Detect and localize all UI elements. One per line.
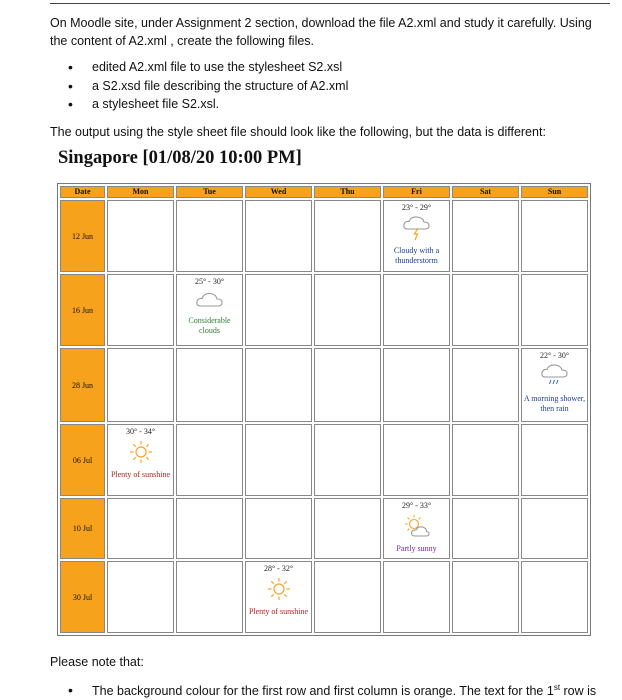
header-sat: Sat bbox=[452, 186, 519, 198]
intro-paragraph: On Moodle site, under Assignment 2 section, download the file A2.xml and study it carefully. Using the content of A2.xml , create the following files. bbox=[50, 16, 592, 48]
day-cell bbox=[314, 274, 381, 346]
date-cell: 06 Jul bbox=[60, 424, 105, 496]
day-cell bbox=[314, 200, 381, 272]
weather-description: Considerable clouds bbox=[188, 316, 231, 335]
header-date: Date bbox=[60, 186, 105, 198]
day-cell bbox=[452, 274, 519, 346]
header-wed: Wed bbox=[245, 186, 312, 198]
day-cell bbox=[107, 274, 174, 346]
header-sun: Sun bbox=[521, 186, 588, 198]
day-cell bbox=[452, 348, 519, 422]
rain-icon bbox=[522, 363, 587, 392]
header-tue: Tue bbox=[176, 186, 243, 198]
day-cell bbox=[107, 348, 174, 422]
weather-entry bbox=[108, 427, 173, 480]
weather-entry bbox=[177, 277, 242, 336]
day-cell bbox=[383, 498, 450, 559]
notes-text-part: row is bbox=[560, 684, 597, 699]
temperature-range: 30° - 34° bbox=[125, 427, 156, 436]
requirements-list bbox=[50, 58, 348, 114]
calendar-row bbox=[60, 348, 588, 422]
day-cell bbox=[383, 274, 450, 346]
day-cell bbox=[452, 424, 519, 496]
day-cell bbox=[176, 348, 243, 422]
day-cell bbox=[176, 424, 243, 496]
day-cell bbox=[107, 200, 174, 272]
weather-entry bbox=[246, 564, 311, 617]
day-cell bbox=[176, 561, 243, 633]
day-cell bbox=[383, 348, 450, 422]
day-cell bbox=[452, 561, 519, 633]
weather-description: Plenty of sunshine bbox=[110, 470, 171, 479]
day-cell bbox=[383, 561, 450, 633]
day-cell bbox=[245, 274, 312, 346]
day-cell bbox=[245, 498, 312, 559]
day-cell bbox=[107, 561, 174, 633]
calendar-row bbox=[60, 200, 588, 272]
output-note: The output using the style sheet file should look like the following, but the data is different: bbox=[50, 125, 546, 139]
day-cell bbox=[107, 424, 174, 496]
thunderstorm-icon bbox=[384, 215, 449, 244]
calendar-row bbox=[60, 424, 588, 496]
day-cell bbox=[176, 200, 243, 272]
weather-entry bbox=[384, 203, 449, 266]
requirement-item: • a stylesheet file S2.xsl. bbox=[50, 95, 348, 114]
day-cell bbox=[107, 498, 174, 559]
cloud-icon bbox=[177, 289, 242, 314]
weather-description: A morning shower, then rain bbox=[523, 394, 586, 413]
weather-description: Plenty of sunshine bbox=[248, 607, 309, 616]
day-cell bbox=[521, 498, 588, 559]
calendar-row bbox=[60, 498, 588, 559]
partly-sunny-icon bbox=[384, 513, 449, 542]
day-cell bbox=[314, 498, 381, 559]
temperature-range: 28° - 32° bbox=[263, 564, 294, 573]
notes-label: Please note that: bbox=[50, 655, 144, 669]
sun-icon bbox=[246, 576, 311, 605]
day-cell bbox=[521, 200, 588, 272]
day-cell bbox=[521, 348, 588, 422]
header-row bbox=[60, 186, 588, 198]
day-cell bbox=[314, 348, 381, 422]
day-cell bbox=[521, 561, 588, 633]
temperature-range: 25° - 30° bbox=[194, 277, 225, 286]
day-cell bbox=[521, 424, 588, 496]
weather-description: Cloudy with a thunderstorm bbox=[393, 246, 440, 265]
date-cell: 30 Jul bbox=[60, 561, 105, 633]
requirement-item: • a S2.xsd file describing the structure of A2.xml bbox=[50, 77, 348, 96]
weather-entry bbox=[522, 351, 587, 414]
day-cell bbox=[245, 424, 312, 496]
notes-superscript: st bbox=[553, 683, 561, 692]
temperature-range: 23° - 29° bbox=[401, 203, 432, 212]
date-cell: 28 Jun bbox=[60, 348, 105, 422]
header-fri: Fri bbox=[383, 186, 450, 198]
date-cell: 10 Jul bbox=[60, 498, 105, 559]
weather-description: Partly sunny bbox=[396, 544, 437, 553]
notes-text-part: The background colour for the first row and first column is orange. The text for the 1 bbox=[92, 684, 554, 699]
day-cell bbox=[521, 274, 588, 346]
day-cell bbox=[314, 424, 381, 496]
calendar-row bbox=[60, 561, 588, 633]
day-cell bbox=[383, 424, 450, 496]
date-cell: 16 Jun bbox=[60, 274, 105, 346]
calendar-row bbox=[60, 274, 588, 346]
header-thu: Thu bbox=[314, 186, 381, 198]
header-mon: Mon bbox=[107, 186, 174, 198]
day-cell bbox=[245, 348, 312, 422]
sun-icon bbox=[108, 439, 173, 468]
temperature-range: 29° - 33° bbox=[401, 501, 432, 510]
day-cell bbox=[176, 498, 243, 559]
day-cell bbox=[452, 200, 519, 272]
day-cell bbox=[245, 200, 312, 272]
day-cell bbox=[245, 561, 312, 633]
notes-bullet-text bbox=[92, 683, 596, 698]
date-cell: 12 Jun bbox=[60, 200, 105, 272]
calendar-title: Singapore [01/08/20 10:00 PM] bbox=[58, 148, 302, 168]
top-rule bbox=[50, 3, 610, 4]
weather-calendar-table bbox=[57, 183, 591, 636]
requirement-item: • edited A2.xml file to use the stylesheet S2.xsl bbox=[50, 58, 348, 77]
day-cell bbox=[383, 200, 450, 272]
notes-bullet: • bbox=[68, 682, 73, 698]
weather-entry bbox=[384, 501, 449, 554]
day-cell bbox=[314, 561, 381, 633]
day-cell bbox=[176, 274, 243, 346]
day-cell bbox=[452, 498, 519, 559]
temperature-range: 22° - 30° bbox=[539, 351, 570, 360]
